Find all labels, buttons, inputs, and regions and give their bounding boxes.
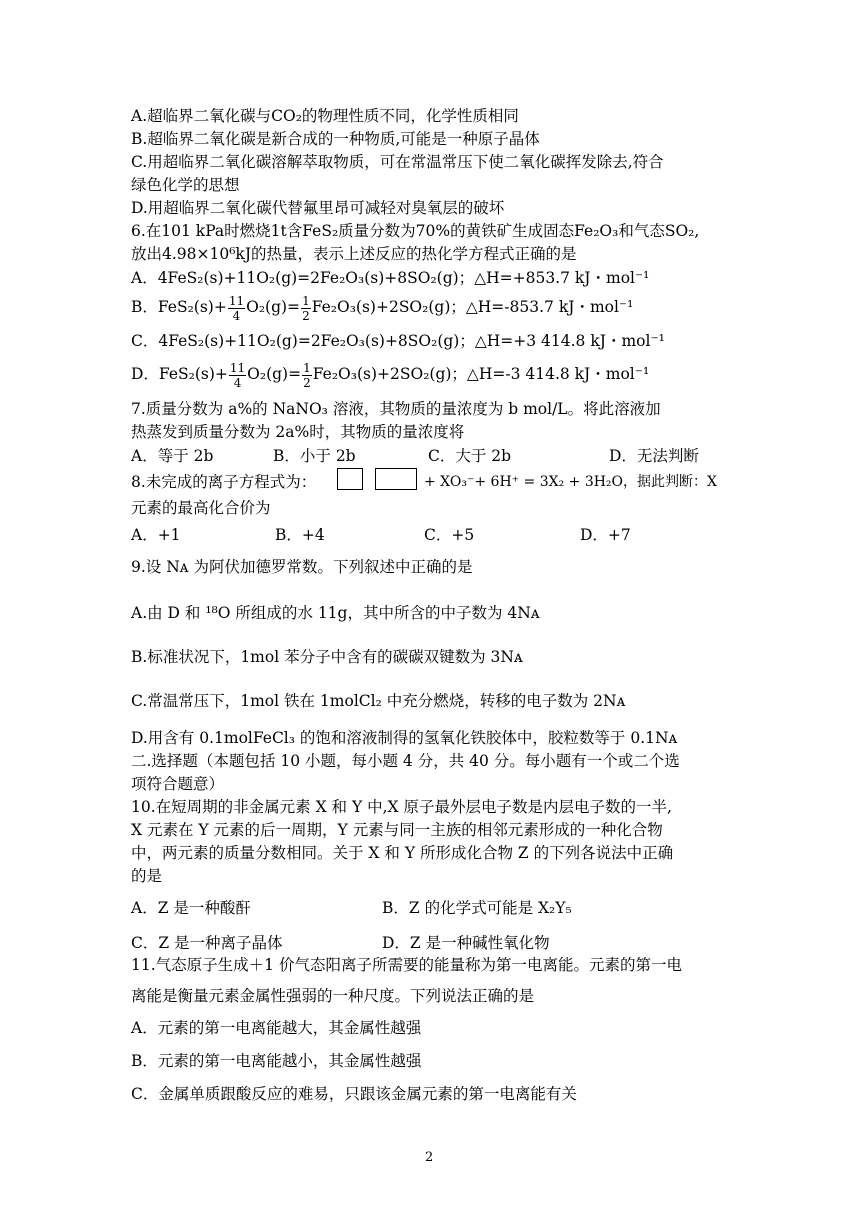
q6-b-middle: O₂(g)=	[246, 298, 301, 316]
q11-option-a: A．元素的第一电离能越大，其金属性越强	[131, 1019, 422, 1037]
q6-d-middle: O₂(g)=	[247, 365, 302, 383]
q5-option-d: D.用超临界二氧化碳代替氟里昂可减轻对臭氧层的破坏	[131, 199, 505, 217]
q8-blank-box-1	[337, 468, 363, 490]
q10-option-c: C．Z 是一种离子晶体	[131, 934, 283, 952]
q8-option-b: B．+4	[275, 526, 325, 544]
q10-stem-line1: 10.在短周期的非金属元素 X 和 Y 中,X 原子最外层电子数是内层电子数的一半,	[131, 798, 672, 816]
q10-stem-line4: 的是	[131, 867, 163, 885]
q8-stem-suffix: + XO₃⁻+ 6H⁺ = 3X₂ + 3H₂O，据此判断：X	[424, 474, 717, 490]
q6-b-prefix: B．FeS₂(s)+	[131, 298, 227, 316]
q6-d-fraction1-numerator: 11	[229, 360, 246, 375]
q5-option-c-line2: 绿色化学的思想	[131, 176, 240, 194]
q10-stem-line3: 中，两元素的质量分数相同。关于 X 和 Y 所形成化合物 Z 的下列各说法中正确	[131, 844, 674, 862]
q9-option-d: D.用含有 0.1molFeCl₃ 的饱和溶液制得的氢氧化铁胶体中，胶粒数等于 0.1Nᴀ	[131, 729, 678, 747]
q8-stem-prefix: 8.未完成的离子方程式为：	[131, 473, 317, 491]
section2-instructions-line1: 二.选择题（本题包括 10 小题，每小题 4 分，共 40 分。每小题有一个或二个选	[131, 752, 680, 770]
q7-option-d: D．无法判断	[609, 447, 699, 465]
q6-stem-line2: 放出4.98×10⁶kJ的热量，表示上述反应的热化学方程式正确的是	[131, 245, 577, 263]
q6-option-a: A．4FeS₂(s)+11O₂(g)=2Fe₂O₃(s)+8SO₂(g)；△H=+853.7 kJ・mol⁻¹	[131, 269, 650, 287]
q5-option-c-line1: C.用超临界二氧化碳溶解萃取物质，可在常温常压下使二氧化碳挥发除去,符合	[131, 153, 664, 171]
q6-d-fraction1	[229, 362, 246, 389]
q10-option-d: D．Z 是一种碱性氧化物	[382, 934, 550, 952]
q8-option-c: C．+5	[424, 526, 475, 544]
q7-option-b: B．小于 2b	[273, 447, 356, 465]
q6-b-suffix: Fe₂O₃(s)+2SO₂(g)；△H=-853.7 kJ・mol⁻¹	[311, 298, 634, 316]
q6-b-fraction2-numerator: 1	[302, 293, 310, 308]
q6-b-fraction1-denominator: 4	[232, 308, 241, 323]
q7-stem-line2: 热蒸发到质量分数为 2a%时，其物质的量浓度将	[131, 423, 465, 441]
q6-d-fraction1-denominator: 4	[233, 375, 242, 390]
q10-option-b: B．Z 的化学式可能是 X₂Y₅	[382, 899, 572, 917]
q9-option-c: C.常温常压下，1mol 铁在 1molCl₂ 中充分燃烧，转移的电子数为 2Nᴀ	[131, 692, 626, 710]
q6-d-suffix: Fe₂O₃(s)+2SO₂(g)；△H=-3 414.8 kJ・mol⁻¹	[312, 365, 650, 383]
q11-option-c: C．金属单质跟酸反应的难易，只跟该金属元素的第一电离能有关	[131, 1085, 577, 1103]
q6-d-fraction2-numerator: 1	[303, 360, 311, 375]
q8-stem-line2: 元素的最高化合价为	[131, 499, 271, 517]
q6-option-b	[131, 290, 633, 324]
q6-stem-line1: 6.在101 kPa时燃烧1t含FeS₂质量分数为70%的黄铁矿生成固态Fe₂O₃和气态SO₂,	[131, 222, 700, 240]
q7-option-a: A．等于 2b	[131, 447, 214, 465]
q9-option-a: A.由 D 和 ¹⁸O 所组成的水 11g，其中所含的中子数为 4Nᴀ	[131, 604, 540, 622]
q6-b-fraction1	[228, 295, 245, 322]
q6-b-fraction1-numerator: 11	[228, 293, 245, 308]
q6-d-fraction2-denominator: 2	[303, 375, 311, 390]
q6-b-fraction2-denominator: 2	[302, 308, 310, 323]
page-number: 2	[425, 1150, 434, 1165]
q7-stem-line1: 7.质量分数为 a%的 NaNO₃ 溶液，其物质的量浓度为 b mol/L。将此溶液加	[131, 400, 661, 418]
q10-option-a: A．Z 是一种酸酐	[131, 899, 251, 917]
q10-stem-line2: X 元素在 Y 元素的后一周期，Y 元素与同一主族的相邻元素形成的一种化合物	[131, 821, 663, 839]
q5-option-b: B.超临界二氧化碳是新合成的一种物质,可能是一种原子晶体	[131, 130, 540, 148]
section2-instructions-line2: 项符合题意）	[131, 775, 225, 793]
q6-b-fraction2	[301, 295, 311, 322]
q8-option-d: D．+7	[580, 526, 631, 544]
q11-stem-line2: 离能是衡量元素金属性强弱的一种尺度。下列说法正确的是	[131, 987, 535, 1005]
q9-option-b: B.标准状况下，1mol 苯分子中含有的碳碳双键数为 3Nᴀ	[131, 648, 523, 666]
q9-stem: 9.设 Nᴀ 为阿伏加德罗常数。下列叙述中正确的是	[131, 558, 473, 576]
q6-option-c: C．4FeS₂(s)+11O₂(g)=2Fe₂O₃(s)+8SO₂(g)；△H=+3 414.8 kJ・mol⁻¹	[131, 332, 665, 350]
q6-d-prefix: D．FeS₂(s)+	[131, 365, 228, 383]
q11-stem-line1: 11.气态原子生成＋1 价气态阳离子所需要的能量称为第一电离能。元素的第一电	[131, 956, 682, 974]
q11-option-b: B．元素的第一电离能越小，其金属性越强	[131, 1052, 422, 1070]
q6-option-d	[131, 357, 649, 391]
q7-option-c: C．大于 2b	[428, 447, 512, 465]
q8-blank-box-2	[375, 468, 417, 490]
q5-option-a: A.超临界二氧化碳与CO₂的物理性质不同，化学性质相同	[131, 107, 519, 125]
q8-option-a: A．+1	[131, 526, 181, 544]
q6-d-fraction2	[302, 362, 312, 389]
